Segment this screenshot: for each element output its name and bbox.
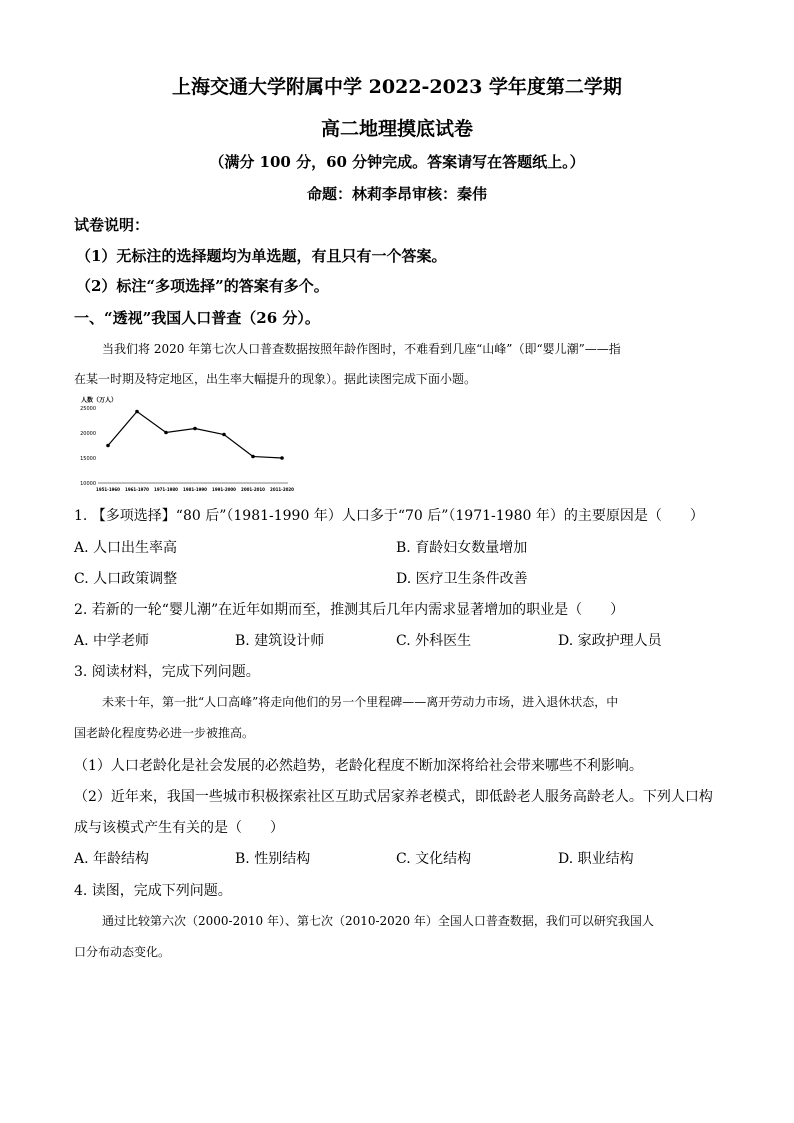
q1-stem: 1. 【多项选择】“80 后”（1981-1990 年）人口多于“70 后”（1971-1980 年）的主要原因是（ ） [74,508,704,524]
population-line-chart [76,394,296,494]
q3-option-b[interactable]: B. 性别结构 [235,851,311,867]
exam-authors: 命题：林莉李昂审核：秦伟 [306,185,487,203]
chart-x-tick-label: 1981-1990 [183,487,207,492]
chart-x-tick-label: 1951-1960 [96,487,120,492]
section-1-intro-line2: 在某一时期及特定地区，出生率大幅提升的现象）。据此读图完成下面小题。 [74,372,477,386]
chart-x-tick-label: 2001-2010 [241,487,265,492]
q3-stem: 3. 阅读材料，完成下列问题。 [74,664,260,680]
q2-option-c[interactable]: C. 外科医生 [396,633,472,649]
q4-material-line2: 口分布动态变化。 [74,945,171,959]
q3-sub-question-2-line2: 成与该模式产生有关的是（ ） [74,820,284,836]
chart-y-tick-label: 15000 [80,456,96,462]
q3-material-line2: 国老龄化程度势必进一步被推高。 [74,726,255,740]
section-1-intro-line1: 当我们将 2020 年第七次人口普查数据按照年龄作图时，不难看到几座“山峰”（即“婴儿潮”——指 [102,342,621,356]
q1-option-a[interactable]: A. 人口出生率高 [74,540,178,556]
q2-option-b[interactable]: B. 建筑设计师 [235,633,325,649]
exam-subtitle: （满分 100 分，60 分钟完成。答案请写在答题纸上。） [209,153,585,171]
exam-title-line2: 高二地理摸底试卷 [320,118,473,140]
chart-y-tick-label: 20000 [80,431,96,437]
q2-stem: 2. 若新的一轮“婴儿潮”在近年如期而至，推测其后几年内需求显著增加的职业是（ ） [74,602,625,618]
instructions-item-2: （2）标注“多项选择”的答案有多个。 [76,277,329,295]
q3-sub-question-1: （1）人口老龄化是社会发展的必然趋势，老龄化程度不断加深将给社会带来哪些不利影响。 [74,758,643,774]
q4-material-line1: 通过比较第六次（2000-2010 年）、第七次（2010-2020 年）全国人口普查数据，我们可以研究我国人 [102,914,654,928]
q3-option-a[interactable]: A. 年龄结构 [74,851,150,867]
chart-x-tick-label: 2011-2020 [270,487,294,492]
q1-option-b[interactable]: B. 育龄妇女数量增加 [396,540,528,556]
chart-ylabel: 人数（万人） [81,397,118,404]
chart-x-tick-label: 1991-2000 [212,487,236,492]
chart-data-point [135,410,139,414]
q4-stem: 4. 读图，完成下列问题。 [74,883,232,899]
chart-y-tick-label: 10000 [80,481,96,487]
q3-material-line1: 未来十年，第一批“人口高峰”将走向他们的另一个里程碑——离开劳动力市场，进入退休状态，中 [102,695,619,709]
chart-data-point [164,431,168,435]
chart-x-tick-label: 1971-1980 [154,487,178,492]
chart-data-point [193,427,197,431]
chart-data-point [106,444,110,448]
section-1-heading: 一、“透视”我国人口普查（26 分）。 [74,309,320,327]
chart-series-line [108,412,282,459]
chart-x-tick-label: 1961-1970 [125,487,149,492]
chart-data-point [222,433,226,437]
chart-y-tick-label: 25000 [80,406,96,412]
q3-option-d[interactable]: D. 职业结构 [558,851,634,867]
q3-sub-question-2-line1: （2）近年来，我国一些城市积极探索社区互助式居家养老模式，即低龄老人服务高龄老人。下列人口构 [74,789,713,805]
q2-option-d[interactable]: D. 家政护理人员 [558,633,662,649]
q2-option-a[interactable]: A. 中学老师 [74,633,150,649]
instructions-item-1: （1）无标注的选择题均为单选题，有且只有一个答案。 [76,247,447,265]
q1-option-d[interactable]: D. 医疗卫生条件改善 [396,571,528,587]
exam-title-line1: 上海交通大学附属中学 2022-2023 学年度第二学期 [172,76,622,98]
chart-data-point [280,456,284,460]
q3-option-c[interactable]: C. 文化结构 [396,851,472,867]
chart-data-point [251,455,255,459]
q1-option-c[interactable]: C. 人口政策调整 [74,571,178,587]
instructions-heading: 试卷说明： [74,216,150,234]
